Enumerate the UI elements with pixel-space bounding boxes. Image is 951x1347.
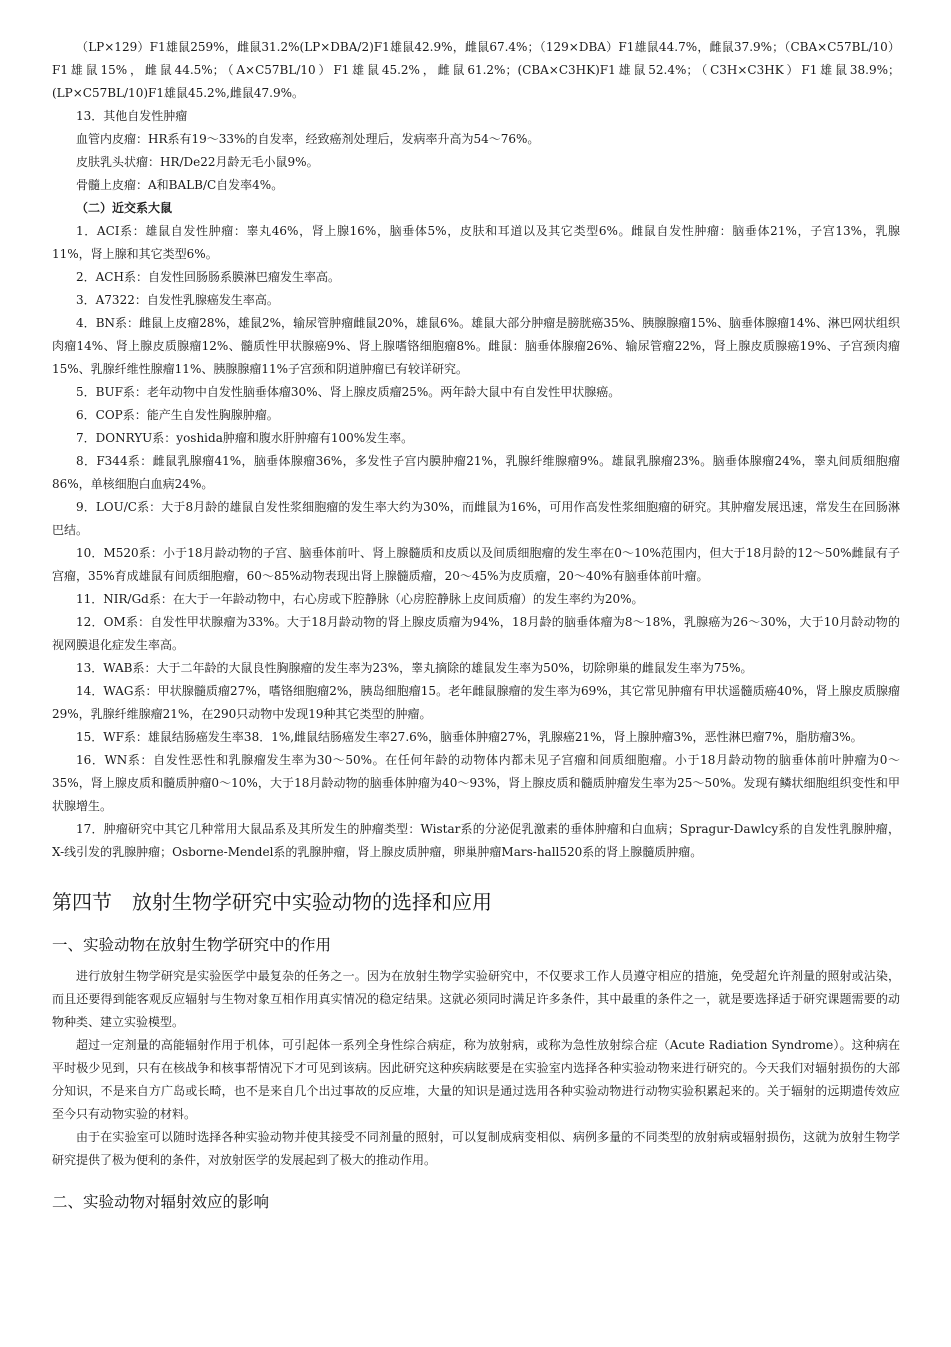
rat-item-1: 1．ACI系：雄鼠自发性肿瘤：睾丸46%，肾上腺16%，脑垂体5%，皮肤和耳道以及其它类型6%。雌鼠自发性肿瘤：脑垂体21%，子宫13%，乳腺11%，肾上腺和其它类型6%。	[52, 224, 900, 261]
rat-item-17: 17．肿瘤研究中其它几种常用大鼠品系及其所发生的肿瘤类型：Wistar系的分泌促乳激素的垂体肿瘤和白血病；Spragur-Dawlcy系的自发性乳腺肿瘤，X-线引发的乳腺肿瘤；Osborne-Mendel系的乳腺肿瘤，肾上腺皮质肿瘤，卵巢肿瘤Mars-hall520系的肾上腺髓质肿瘤。	[52, 822, 900, 859]
rat-item-9: 9．LOU/C系：大于8月龄的雄鼠自发性浆细胞瘤的发生率大约为30%，而雌鼠为16%，可用作高发性浆细胞瘤的研究。其肿瘤发展迅速，常发生在回肠淋巴结。	[52, 500, 900, 537]
rat-item-10: 10．M520系：小于18月龄动物的子宫、脑垂体前叶、肾上腺髓质和皮质以及间质细胞瘤的发生率在0～10%范围内，但大于18月龄的12～50%雌鼠有子宫瘤，35%育成雄鼠有间质细胞瘤，60～85%动物表现出肾上腺髓质瘤，20～45%为皮质瘤，20～40%有脑垂体前叶瘤。	[52, 546, 900, 583]
rat-item-13: 13．WAB系：大于二年龄的大鼠良性胸腺瘤的发生率为23%，睾丸摘除的雄鼠发生率为50%，切除卵巢的雌鼠发生率为75%。	[76, 661, 753, 675]
body-paragraph-1: 进行放射生物学研究是实验医学中最复杂的任务之一。因为在放射生物学实验研究中，不仅要求工作人员遵守相应的措施，免受超允许剂量的照射或沾染，而且还要得到能客观反应辐射与生物对象互相作用真实情况的稳定结果。这就必须同时满足许多条件，其中最重的条件之一，就是要选择适于研究课题需要的动物种类、建立实验模型。	[52, 969, 900, 1029]
angioendothelioma-line: 血管内皮瘤：HR系有19～33%的自发率，经致癌剂处理后，发病率升高为54～76%。	[76, 132, 540, 146]
document-page	[52, 36, 900, 1222]
rat-item-16: 16．WN系：自发性恶性和乳腺瘤发生率为30～50%。在任何年龄的动物体内都未见子宫瘤和间质细胞瘤。小于18月龄动物的脑垂体前叶肿瘤为0～35%，肾上腺皮质和髓质肿瘤0～10%，大于18月龄动物的脑垂体肿瘤为40～93%，肾上腺皮质和髓质肿瘤发生率为25～50%。发现有鳞状细胞组织变性和甲状腺增生。	[52, 753, 900, 813]
body-paragraph-3: 由于在实验室可以随时选择各种实验动物并使其接受不同剂量的照射，可以复制成病变相似、病例多量的不同类型的放射病或辐射损伤，这就为放射生物学研究提供了极为便利的条件，对放射医学的发展起到了极大的推动作用。	[52, 1130, 900, 1167]
skin-papilloma-line: 皮肤乳头状瘤：HR/De22月龄无毛小鼠9%。	[76, 155, 319, 169]
rat-item-2: 2．ACH系：自发性回肠肠系膜淋巴瘤发生率高。	[76, 270, 340, 284]
subsection-title-effects: 二、实验动物对辐射效应的影响	[52, 1193, 270, 1211]
inbred-rat-heading: （二）近交系大鼠	[76, 201, 173, 215]
rat-item-12: 12．OM系：自发性甲状腺瘤为33%。大于18月龄动物的肾上腺皮质瘤为94%，18月龄的脑垂体瘤为8～18%，乳腺癌为26～30%，大于10月龄动物的视网膜退化症发生率高。	[52, 615, 900, 652]
rat-item-14: 14．WAG系：甲状腺髓质瘤27%，嗜铬细胞瘤2%，胰岛细胞瘤15。老年雌鼠腺瘤的发生率为69%，其它常见肿瘤有甲状遥髓质癌40%，肾上腺皮质腺瘤29%，乳腺纤维腺瘤21%，在290只动物中发现19种其它类型的肿瘤。	[52, 684, 900, 721]
rat-item-11: 11．NIR/Gd系：在大于一年龄动物中，右心房或下腔静脉（心房腔静脉上皮间质瘤）的发生率约为20%。	[76, 592, 644, 606]
other-tumors-heading: 13．其他自发性肿瘤	[76, 109, 188, 123]
hybrid-incidence-paragraph: （LP×129）F1雄鼠259%，雌鼠31.2%(LP×DBA/2)F1雄鼠42.9%，雌鼠67.4%；（129×DBA）F1雄鼠44.7%，雌鼠37.9%；（CBA×C57BL/10）F1雄鼠15%，雌鼠44.5%；（A×C57BL/10）F1雄鼠45.2%，雌鼠61.2%；(CBA×C3HK)F1雄鼠52.4%；（C3H×C3HK）F1雄鼠38.9%；(LP×C57BL/10)F1雄鼠45.2%,雌鼠47.9%。	[52, 40, 900, 100]
subsection-title-role: 一、实验动物在放射生物学研究中的作用	[52, 936, 332, 954]
bone-marrow-epithelioma-line: 骨髓上皮瘤：A和BALB/C自发率4%。	[76, 178, 284, 192]
rat-item-5: 5．BUF系：老年动物中自发性脑垂体瘤30%、肾上腺皮质瘤25%。两年龄大鼠中有自发性甲状腺癌。	[76, 385, 621, 399]
section-title: 第四节 放射生物学研究中实验动物的选择和应用	[52, 890, 492, 914]
rat-item-3: 3．A7322：自发性乳腺癌发生率高。	[76, 293, 279, 307]
rat-item-6: 6．COP系：能产生自发性胸腺肿瘤。	[76, 408, 279, 422]
rat-item-15: 15．WF系：雄鼠结肠癌发生率38．1%,雌鼠结肠癌发生率27.6%，脑垂体肿瘤27%，乳腺癌21%，肾上腺肿瘤3%，恶性淋巴瘤7%，脂肪瘤3%。	[76, 730, 863, 744]
rat-item-7: 7．DONRYU系：yoshida肿瘤和腹水肝肿瘤有100%发生率。	[76, 431, 414, 445]
rat-item-8: 8．F344系：雌鼠乳腺瘤41%，脑垂体腺瘤36%，多发性子宫内膜肿瘤21%，乳腺纤维腺瘤9%。雄鼠乳腺瘤23%。脑垂体腺瘤24%，睾丸间质细胞瘤86%，单核细胞白血病24%。	[52, 454, 900, 491]
rat-item-4: 4．BN系：雌鼠上皮瘤28%，雄鼠2%，输尿管肿瘤雌鼠20%，雄鼠6%。雄鼠大部分肿瘤是膀胱癌35%、胰腺腺瘤15%、脑垂体腺瘤14%、淋巴网状组织肉瘤14%、肾上腺皮质腺瘤12%、髓质性甲状腺癌9%、肾上腺嗜铬细胞瘤8%。雌鼠：脑垂体腺瘤26%、输尿管瘤22%，肾上腺皮质腺癌19%、子宫颈肉瘤15%、乳腺纤维性腺瘤11%、胰腺腺瘤11%子宫颈和阴道肿瘤已有较详研究。	[52, 316, 900, 376]
body-paragraph-2: 超过一定剂量的高能辐射作用于机体，可引起体一系列全身性综合病症，称为放射病，或称为急性放射综合症（Acute Radiation Syndrome）。这种病在平时极少见到，只有在核战争和核事帮情况下才可见到该病。因此研究这种疾病眩要是在实验室内选择各种实验动物来进行研究的。今天我们对辐射损伤的大部分知识，不是来自方广岛或长畸，也不是来自几个出过事故的反应堆，大量的知识是通过选用各种实验动物进行动物实验积累起来的。关于辐射的远期遗传效应至今只有动物实验的材料。	[52, 1038, 900, 1121]
